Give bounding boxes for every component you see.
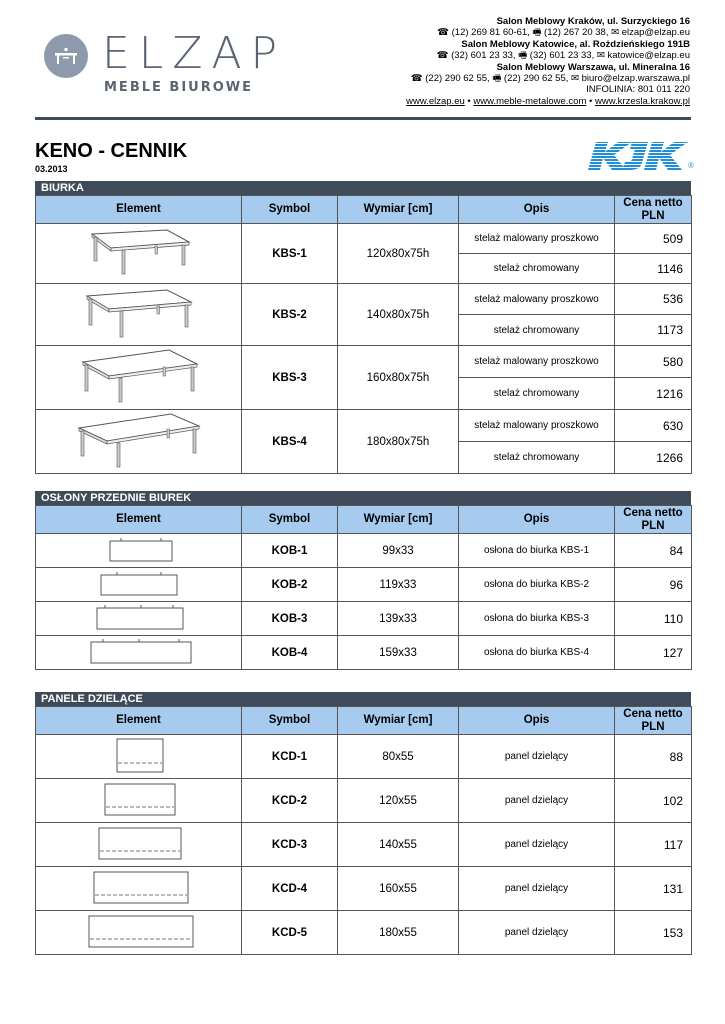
- salon-krakow-phones: ☎ (12) 269 81 60-61, 🖷 (12) 267 20 38, ✉ elzap@elzap.eu: [437, 27, 690, 39]
- section-title: BIURKA: [35, 181, 691, 195]
- col-wymiar: Wymiar [cm]: [338, 707, 459, 735]
- opis-cell: stelaż malowany proszkowo: [459, 224, 615, 254]
- page-header: [0, 0, 725, 122]
- price-cell: 630: [615, 410, 692, 442]
- desk-image: [36, 346, 242, 410]
- opis-cell: osłona do biurka KBS-4: [459, 636, 615, 670]
- opis-cell: panel dzielący: [459, 911, 615, 955]
- price-cell: 1173: [615, 315, 692, 346]
- price-cell: 509: [615, 224, 692, 254]
- opis-cell: osłona do biurka KBS-1: [459, 534, 615, 568]
- wymiar-cell: 159x33: [338, 636, 459, 670]
- panel-image: [36, 568, 242, 602]
- col-wymiar: Wymiar [cm]: [338, 196, 459, 224]
- biurka-table: [35, 195, 692, 474]
- col-symbol: Symbol: [242, 707, 338, 735]
- price-cell: 153: [615, 911, 692, 955]
- wymiar-cell: 160x80x75h: [338, 346, 459, 410]
- price-cell: 1266: [615, 442, 692, 474]
- table-row: [36, 410, 692, 442]
- symbol-cell: KCD-3: [242, 823, 338, 867]
- price-cell: 84: [615, 534, 692, 568]
- col-symbol: Symbol: [242, 506, 338, 534]
- col-cena-label: Cena netto PLN: [623, 506, 683, 532]
- contact-block: [406, 16, 690, 107]
- symbol-cell: KBS-3: [242, 346, 338, 410]
- table-row: [36, 867, 692, 911]
- symbol-cell: KCD-4: [242, 867, 338, 911]
- page-title: KENO - CENNIK: [35, 140, 188, 162]
- panele-table: [35, 706, 692, 955]
- opis-cell: panel dzielący: [459, 779, 615, 823]
- desk-image: [36, 284, 242, 346]
- opis-cell: stelaż chromowany: [459, 442, 615, 474]
- infolinia: INFOLINIA: 801 011 220: [586, 84, 690, 96]
- wymiar-cell: 99x33: [338, 534, 459, 568]
- desk-image: [36, 224, 242, 284]
- wymiar-cell: 180x80x75h: [338, 410, 459, 474]
- wymiar-cell: 140x80x75h: [338, 284, 459, 346]
- desk-image: [36, 410, 242, 474]
- elzap-logo-icon: [44, 34, 88, 78]
- logo-subtitle: MEBLE BIUROWE: [104, 80, 253, 95]
- price-cell: 110: [615, 602, 692, 636]
- col-cena: [615, 196, 692, 224]
- opis-cell: stelaż malowany proszkowo: [459, 346, 615, 378]
- wymiar-cell: 160x55: [338, 867, 459, 911]
- col-cena-label: Cena netto PLN: [623, 196, 683, 222]
- price-cell: 580: [615, 346, 692, 378]
- opis-cell: stelaż chromowany: [459, 315, 615, 346]
- section-oslony: [35, 491, 691, 670]
- salon-katowice-phones: ☎ (32) 601 23 33, 🖷 (32) 601 23 33, ✉ katowice@elzap.eu: [436, 50, 690, 62]
- salon-warszawa-phones: ☎ (22) 290 62 55, 🖷 (22) 290 62 55, ✉ biuro@elzap.warszawa.pl: [410, 73, 690, 85]
- salon-krakow: Salon Meblowy Kraków, ul. Surzyckiego 16: [496, 16, 690, 27]
- divider-panel-image: [36, 735, 242, 779]
- salon-warszawa: Salon Meblowy Warszawa, ul. Mineralna 16: [496, 61, 690, 73]
- divider-panel-image: [36, 911, 242, 955]
- table-row: [36, 602, 692, 636]
- table-row: [36, 735, 692, 779]
- table-header-row: [36, 506, 692, 534]
- price-cell: 127: [615, 636, 692, 670]
- opis-cell: stelaż malowany proszkowo: [459, 410, 615, 442]
- table-header-row: [36, 196, 692, 224]
- table-row: [36, 346, 692, 378]
- symbol-cell: KOB-2: [242, 568, 338, 602]
- table-row: [36, 284, 692, 315]
- wymiar-cell: 119x33: [338, 568, 459, 602]
- panel-image: [36, 636, 242, 670]
- table-row: [36, 911, 692, 955]
- price-list-date: 03.2013: [35, 164, 68, 174]
- oslony-table: [35, 505, 692, 670]
- price-cell: 131: [615, 867, 692, 911]
- wymiar-cell: 120x55: [338, 779, 459, 823]
- opis-cell: stelaż chromowany: [459, 378, 615, 410]
- opis-cell: osłona do biurka KBS-2: [459, 568, 615, 602]
- symbol-cell: KBS-4: [242, 410, 338, 474]
- symbol-cell: KBS-2: [242, 284, 338, 346]
- col-element: Element: [36, 707, 242, 735]
- col-element: Element: [36, 506, 242, 534]
- col-cena: [615, 506, 692, 534]
- col-element: Element: [36, 196, 242, 224]
- symbol-cell: KOB-3: [242, 602, 338, 636]
- price-cell: 1216: [615, 378, 692, 410]
- divider-panel-image: [36, 823, 242, 867]
- divider-panel-image: [36, 867, 242, 911]
- price-cell: 536: [615, 284, 692, 315]
- symbol-cell: KOB-1: [242, 534, 338, 568]
- table-row: [36, 823, 692, 867]
- col-symbol: Symbol: [242, 196, 338, 224]
- price-cell: 1146: [615, 254, 692, 284]
- section-biurka: [35, 181, 691, 474]
- salon-katowice: Salon Meblowy Katowice, al. Rożdzieńskiego 191B: [461, 38, 690, 50]
- symbol-cell: KCD-5: [242, 911, 338, 955]
- opis-cell: panel dzielący: [459, 867, 615, 911]
- wymiar-cell: 80x55: [338, 735, 459, 779]
- section-title: PANELE DZIELĄCE: [35, 692, 691, 706]
- price-cell: 117: [615, 823, 692, 867]
- divider-panel-image: [36, 779, 242, 823]
- opis-cell: stelaż malowany proszkowo: [459, 284, 615, 315]
- wymiar-cell: 140x55: [338, 823, 459, 867]
- link-krzesla[interactable]: www.krzesla.krakow.pl: [594, 95, 690, 107]
- link-meble-metalowe[interactable]: www.meble-metalowe.com: [473, 95, 587, 107]
- table-row: [36, 779, 692, 823]
- col-cena: [615, 707, 692, 735]
- wymiar-cell: 180x55: [338, 911, 459, 955]
- price-cell: 96: [615, 568, 692, 602]
- symbol-cell: KBS-1: [242, 224, 338, 284]
- section-title: OSŁONY PRZEDNIE BIUREK: [35, 491, 691, 505]
- website-links: [406, 96, 690, 107]
- col-cena-label: Cena netto PLN: [623, 707, 683, 733]
- col-wymiar: Wymiar [cm]: [338, 506, 459, 534]
- price-cell: 102: [615, 779, 692, 823]
- panel-image: [36, 534, 242, 568]
- panel-image: [36, 602, 242, 636]
- symbol-cell: KCD-2: [242, 779, 338, 823]
- section-panele: [35, 692, 691, 955]
- kjk-brand-logo: [588, 138, 692, 174]
- header-divider: [35, 117, 691, 120]
- logo-wordmark: ELZAP: [102, 28, 287, 79]
- symbol-cell: KOB-4: [242, 636, 338, 670]
- registered-mark: ®: [688, 161, 694, 170]
- opis-cell: panel dzielący: [459, 735, 615, 779]
- col-opis: Opis: [459, 196, 615, 224]
- wymiar-cell: 120x80x75h: [338, 224, 459, 284]
- symbol-cell: KCD-1: [242, 735, 338, 779]
- table-row: [36, 568, 692, 602]
- opis-cell: panel dzielący: [459, 823, 615, 867]
- col-opis: Opis: [459, 506, 615, 534]
- col-opis: Opis: [459, 707, 615, 735]
- link-separator: •: [586, 95, 595, 107]
- table-row: [36, 224, 692, 254]
- opis-cell: osłona do biurka KBS-3: [459, 602, 615, 636]
- table-row: [36, 534, 692, 568]
- wymiar-cell: 139x33: [338, 602, 459, 636]
- opis-cell: stelaż chromowany: [459, 254, 615, 284]
- elzap-logo: [44, 28, 287, 100]
- table-row: [36, 636, 692, 670]
- price-cell: 88: [615, 735, 692, 779]
- link-separator: •: [464, 95, 474, 107]
- table-header-row: [36, 707, 692, 735]
- link-elzap[interactable]: www.elzap.eu: [406, 95, 465, 107]
